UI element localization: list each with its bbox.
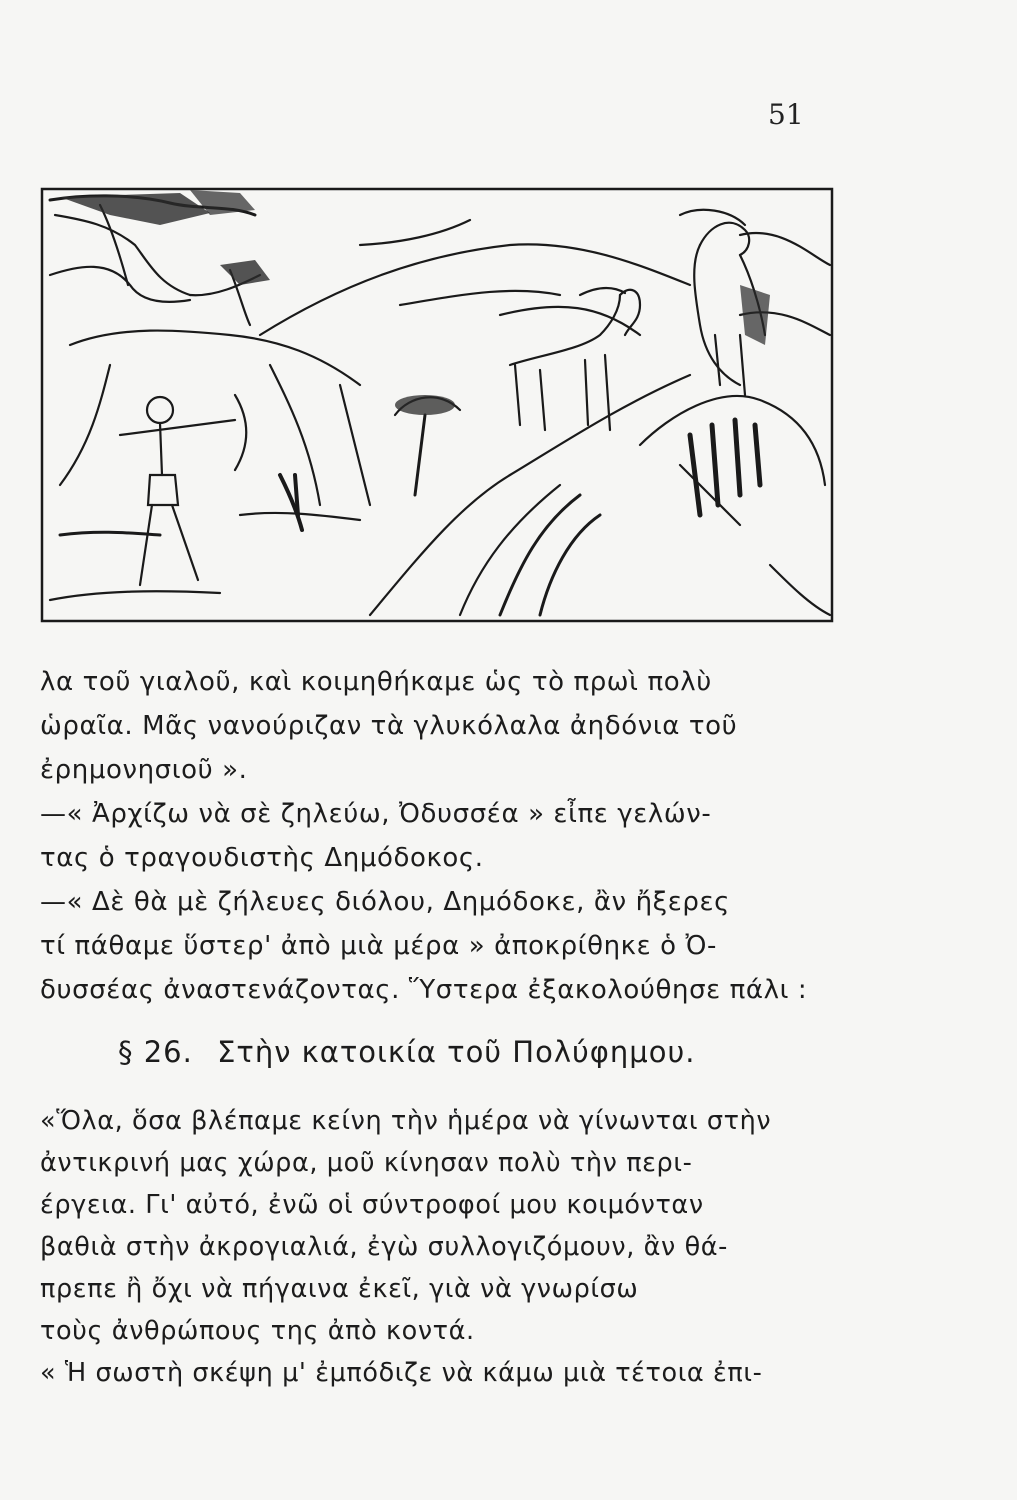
text-line: ὡραῖα. Μᾶς νανούριζαν τὰ γλυκόλαλα ἀηδόνια τοῦ <box>40 711 738 741</box>
text-line: έργεια. Γι' αὐτό, ἐνῶ οἱ σύντροφοί μου κοιμόνταν <box>40 1190 704 1220</box>
text-line: βαθιὰ στὴν ἀκρογιαλιά, ἐγὼ συλλογιζόμουν, ἂν θά- <box>40 1232 728 1262</box>
text-line: ἐρημονησιοῦ ». <box>40 755 248 785</box>
text-line: πρεπε ἢ ὄχι νὰ πήγαινα ἐκεῖ, γιὰ νὰ γνωρίσω <box>40 1274 639 1304</box>
top-paragraph <box>40 660 840 1012</box>
page-number: 51 <box>768 98 804 131</box>
archer-and-goats-illustration <box>40 185 835 625</box>
text-line: δυσσέας ἀναστενάζοντας. Ὕστερα ἐξακολούθησε πάλι : <box>40 975 808 1005</box>
text-line: ἀντικρινή μας χώρα, μοῦ κίνησαν πολὺ τὴν περι- <box>40 1148 693 1178</box>
text-line: «Ὅλα, ὅσα βλέπαμε κείνη τὴν ἡμέρα νὰ γίνωνται στὴν <box>40 1106 772 1136</box>
section-title: Στὴν κατοικία τοῦ Πολύφημου. <box>217 1035 696 1069</box>
bottom-paragraph <box>40 1100 840 1394</box>
text-line: τοὺς ἀνθρώπους της ἀπὸ κοντά. <box>40 1316 475 1346</box>
text-line: τας ὁ τραγουδιστὴς Δημόδοκος. <box>40 843 484 873</box>
section-number: § 26. <box>118 1035 193 1069</box>
text-line: τί πάθαμε ὕστερ' ἀπὸ μιὰ μέρα » ἀποκρίθηκε ὁ Ὀ- <box>40 931 717 961</box>
section-heading <box>118 1035 696 1069</box>
text-line: —« Δὲ θὰ μὲ ζήλευες διόλου, Δημόδοκε, ἂν ἤξερες <box>40 887 731 917</box>
text-line: λα τοῦ γιαλοῦ, καὶ κοιμηθήκαμε ὡς τὸ πρωὶ πολὺ <box>40 667 712 697</box>
text-line: « Ἡ σωστὴ σκέψη μ' ἐμπόδιζε νὰ κάμω μιὰ τέτοια ἐπι- <box>40 1358 763 1388</box>
text-line: —« Ἀρχίζω νὰ σὲ ζηλεύω, Ὀδυσσέα » εἶπε γελών- <box>40 799 712 829</box>
